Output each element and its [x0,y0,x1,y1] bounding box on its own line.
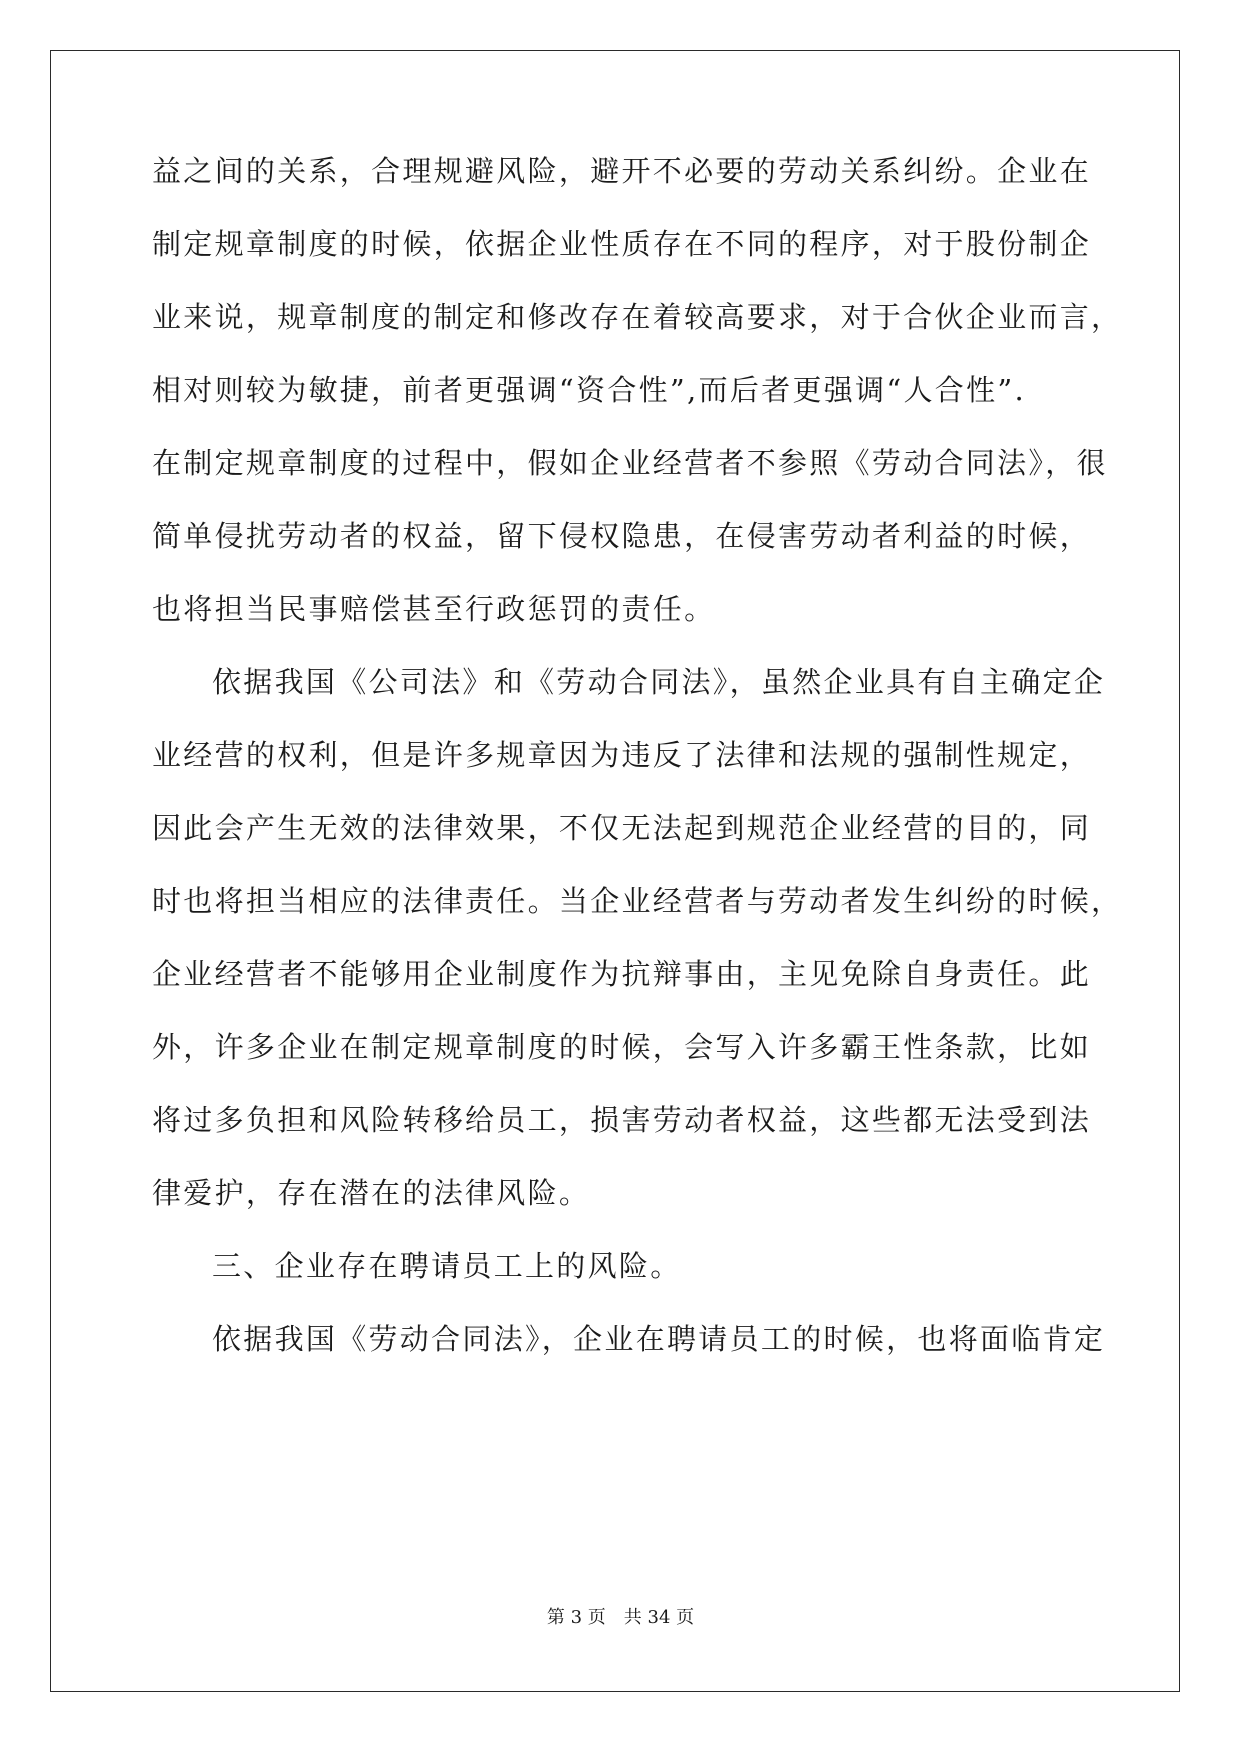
body-line-2: 制定规章制度的时候，依据企业性质存在不同的程序，对于股份制企 [152,227,1092,261]
body-line-5: 在制定规章制度的过程中，假如企业经营者不参照《劳动合同法》，很 [152,446,1108,480]
body-line-11: 时也将担当相应的法律责任。当企业经营者与劳动者发生纠纷的时候， [152,884,1123,918]
body-line-15: 律爱护，存在潜在的法律风险。 [152,1176,591,1210]
section-heading: 三、企业存在聘请员工上的风险。 [212,1249,682,1283]
body-line-7: 也将担当民事赔偿甚至行政惩罚的责任。 [152,592,716,626]
body-line-8: 依据我国《公司法》和《劳动合同法》，虽然企业具有自主确定企 [212,665,1106,699]
body-line-6: 简单侵扰劳动者的权益，留下侵权隐患，在侵害劳动者利益的时候， [152,519,1092,553]
body-line-10: 因此会产生无效的法律效果，不仅无法起到规范企业经营的目的，同 [152,811,1092,845]
page-number-footer: 第 3 页 共 34 页 [546,1607,695,1628]
body-line-14: 将过多负担和风险转移给员工，损害劳动者权益，这些都无法受到法 [152,1103,1092,1137]
body-line-1: 益之间的关系，合理规避风险，避开不必要的劳动关系纠纷。企业在 [152,154,1092,188]
body-line-9: 业经营的权利，但是许多规章因为违反了法律和法规的强制性规定， [152,738,1092,772]
body-line-12: 企业经营者不能够用企业制度作为抗辩事由，主见免除自身责任。此 [152,957,1092,991]
body-line-4: 相对则较为敏捷，前者更强调“资合性”,而后者更强调“人合性”. [152,373,1027,407]
body-line-13: 外，许多企业在制定规章制度的时候，会写入许多霸王性条款，比如 [152,1030,1092,1064]
body-line-17: 依据我国《劳动合同法》，企业在聘请员工的时候，也将面临肯定 [212,1322,1106,1356]
body-line-3: 业来说，规章制度的制定和修改存在着较高要求，对于合伙企业而言， [152,300,1123,334]
